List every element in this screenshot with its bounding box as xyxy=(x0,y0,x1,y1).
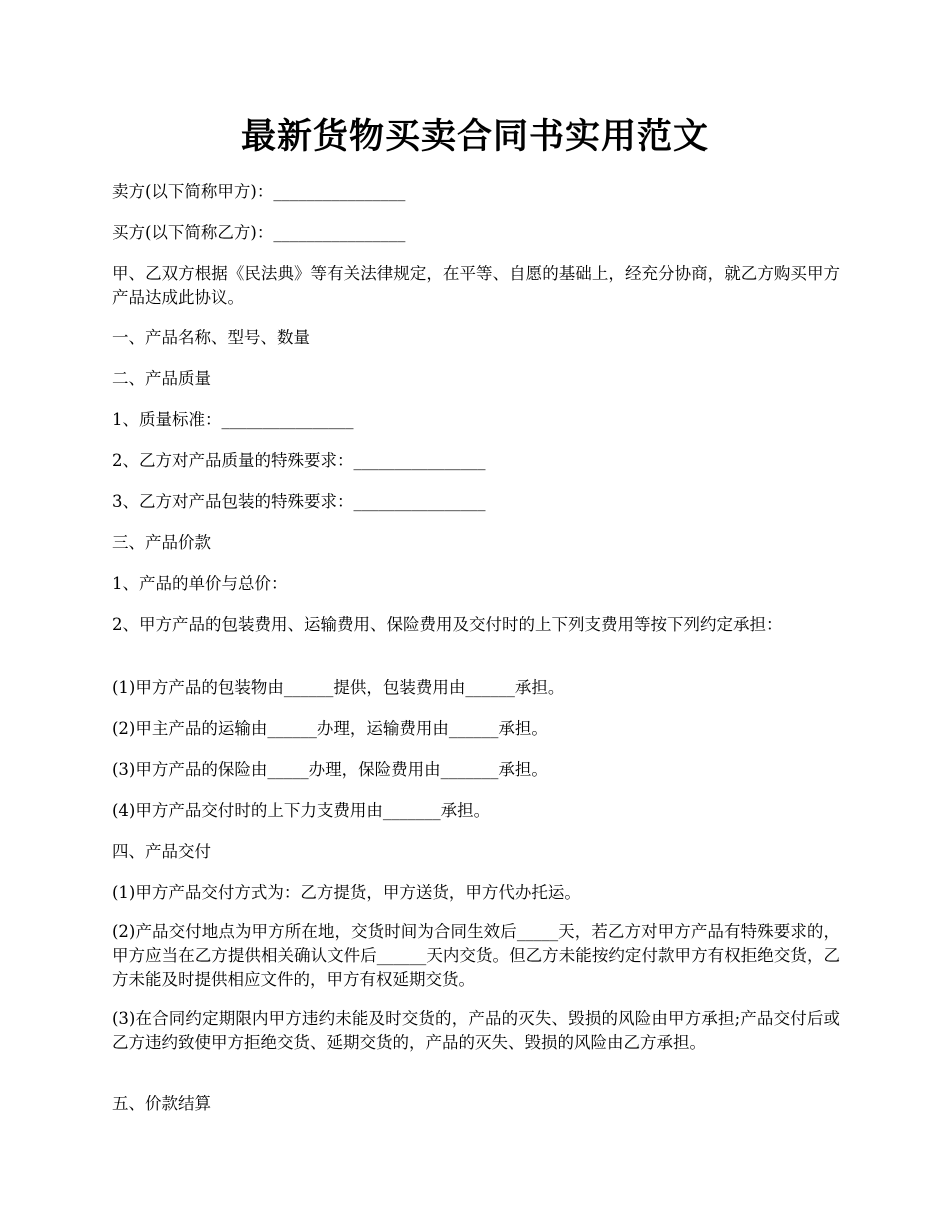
section-heading-3: 三、产品价款 xyxy=(112,533,211,552)
clause-packaging-requirement: 3、乙方对产品包装的特殊要求：________________ xyxy=(112,492,486,511)
seller-line: 卖方(以下简称甲方)：________________ xyxy=(112,182,406,201)
clause-transport-fee: (2)甲主产品的运输由______办理，运输费用由______承担。 xyxy=(112,719,548,738)
clause-insurance-fee: (3)甲方产品的保险由_____办理，保险费用由_______承担。 xyxy=(112,760,548,779)
clause-fees: 2、甲方产品的包装费用、运输费用、保险费用及交付时的上下列支费用等按下列约定承担： xyxy=(112,615,783,634)
document-title: 最新货物买卖合同书实用范文 xyxy=(240,116,709,157)
buyer-line: 买方(以下简称乙方)：________________ xyxy=(112,223,406,242)
clause-delivery-fee: (4)甲方产品交付时的上下力支费用由_______承担。 xyxy=(112,801,491,820)
section-heading-4: 四、产品交付 xyxy=(112,842,211,861)
clause-quality-requirement: 2、乙方对产品质量的特殊要求：________________ xyxy=(112,451,486,470)
clause-risk: (3)在合同约定期限内甲方违约未能及时交货的，产品的灭失、毁损的风险由甲方承担;产品交付后或乙方违约致使甲方拒绝交货、延期交货的，产品的灭失、毁损的风险由乙方承担。 xyxy=(112,1009,840,1052)
clause-delivery-location: (2)产品交付地点为甲方所在地，交货时间为合同生效后_____天，若乙方对甲方产品有特殊要求的，甲方应当在乙方提供相关确认文件后______天内交货。但乙方未能按约定付款甲方有权拒绝交货，乙方未能及时提供相应文件的，甲方有权延期交货。 xyxy=(112,922,840,989)
clause-quality-standard: 1、质量标准：________________ xyxy=(112,410,354,429)
clause-packaging-fee: (1)甲方产品的包装物由______提供，包装费用由______承担。 xyxy=(112,678,565,697)
clause-delivery-method: (1)甲方产品交付方式为：乙方提货，甲方送货，甲方代办托运。 xyxy=(112,883,581,902)
section-heading-2: 二、产品质量 xyxy=(112,369,211,388)
section-heading-5: 五、价款结算 xyxy=(112,1094,211,1113)
preamble-paragraph: 甲、乙双方根据《民法典》等有关法律规定，在平等、自愿的基础上，经充分协商，就乙方购买甲方 产品达成此协议。 xyxy=(112,264,840,307)
clause-unit-price: 1、产品的单价与总价： xyxy=(112,574,288,593)
section-heading-1: 一、产品名称、型号、数量 xyxy=(112,328,310,347)
